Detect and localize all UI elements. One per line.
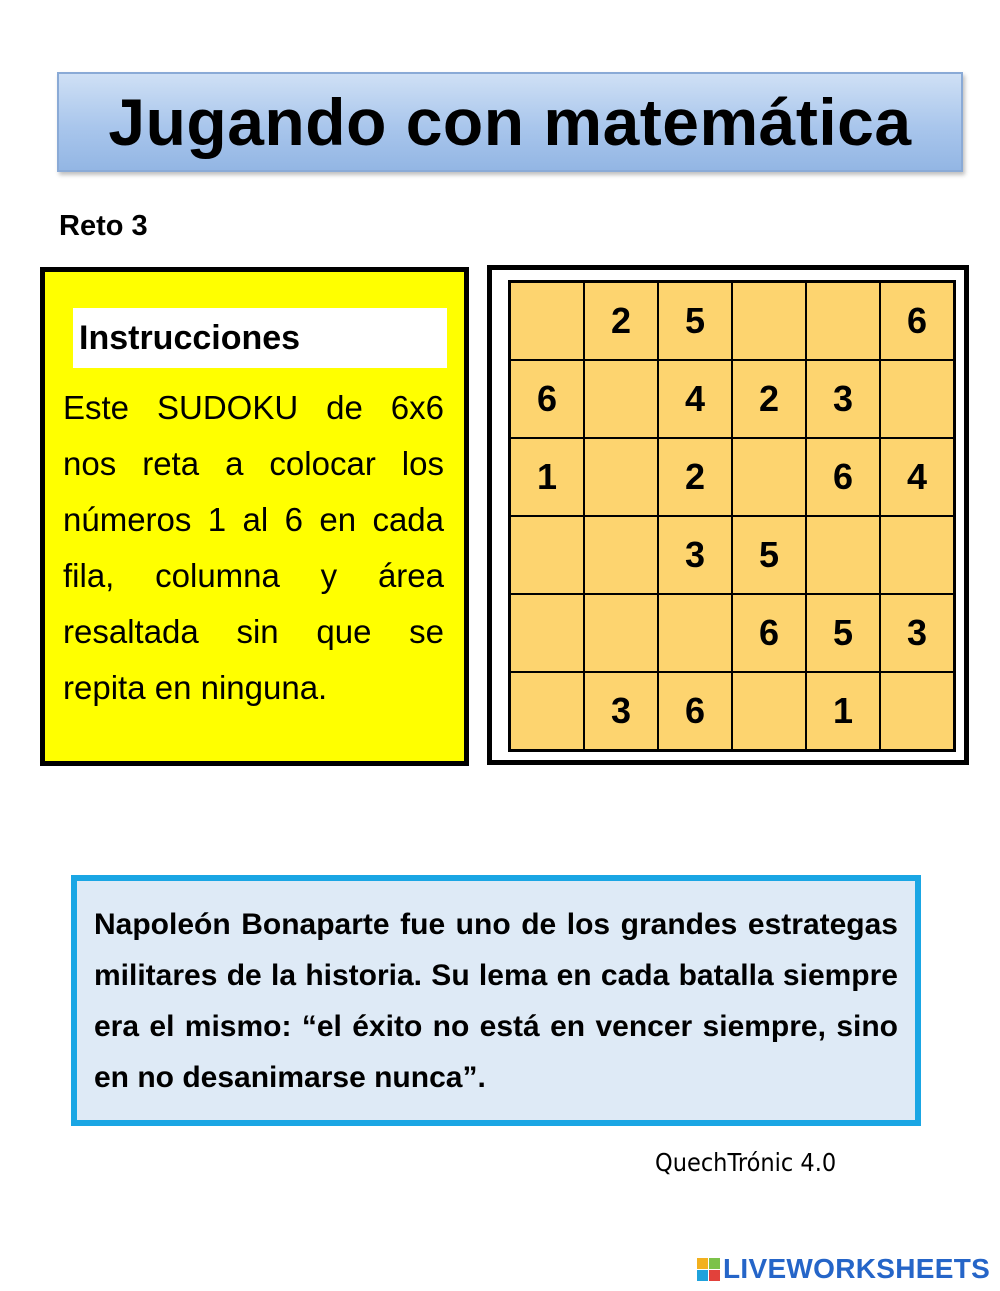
sudoku-cell[interactable] bbox=[510, 672, 584, 750]
sudoku-cell: 3 bbox=[880, 594, 954, 672]
sudoku-cell[interactable] bbox=[732, 672, 806, 750]
sudoku-cell: 6 bbox=[806, 438, 880, 516]
author-signature: QuechTrónic 4.0 bbox=[655, 1148, 837, 1177]
logo-square bbox=[697, 1270, 708, 1281]
sudoku-cell: 2 bbox=[732, 360, 806, 438]
sudoku-cell: 6 bbox=[510, 360, 584, 438]
sudoku-cell[interactable] bbox=[732, 282, 806, 360]
sudoku-cell[interactable] bbox=[510, 282, 584, 360]
logo-square bbox=[709, 1270, 720, 1281]
title-banner bbox=[57, 72, 963, 172]
sudoku-cell[interactable] bbox=[584, 360, 658, 438]
sudoku-cell[interactable] bbox=[806, 282, 880, 360]
sudoku-cell: 6 bbox=[658, 672, 732, 750]
instructions-heading: Instrucciones bbox=[73, 308, 447, 368]
sudoku-cell: 6 bbox=[880, 282, 954, 360]
sudoku-cell: 3 bbox=[806, 360, 880, 438]
sudoku-cell[interactable] bbox=[880, 672, 954, 750]
sudoku-frame bbox=[487, 265, 969, 765]
challenge-label: Reto 3 bbox=[59, 210, 148, 242]
sudoku-cell: 1 bbox=[510, 438, 584, 516]
page-title: Jugando con matemática bbox=[108, 85, 912, 159]
sudoku-cell[interactable] bbox=[880, 360, 954, 438]
sudoku-cell: 4 bbox=[880, 438, 954, 516]
instructions-text: Este SUDOKU de 6x6 nos reta a colocar los números 1 al 6 en cada fila, columna y área resaltada sin que se repita en ninguna. bbox=[63, 389, 444, 706]
sudoku-cell: 1 bbox=[806, 672, 880, 750]
sudoku-cell[interactable] bbox=[880, 516, 954, 594]
sudoku-cell: 2 bbox=[584, 282, 658, 360]
sudoku-cell: 3 bbox=[584, 672, 658, 750]
quote-box bbox=[71, 875, 921, 1126]
sudoku-cell[interactable] bbox=[658, 594, 732, 672]
sudoku-cell[interactable] bbox=[510, 594, 584, 672]
logo-text: LIVEWORKSHEETS bbox=[723, 1253, 991, 1284]
sudoku-cell: 6 bbox=[732, 594, 806, 672]
sudoku-cell[interactable] bbox=[584, 438, 658, 516]
logo-square bbox=[709, 1258, 720, 1269]
logo-square bbox=[697, 1258, 708, 1269]
sudoku-cell: 5 bbox=[732, 516, 806, 594]
sudoku-cell: 3 bbox=[658, 516, 732, 594]
sudoku-cell[interactable] bbox=[584, 516, 658, 594]
sudoku-cell[interactable] bbox=[732, 438, 806, 516]
instructions-panel bbox=[40, 267, 469, 766]
sudoku-cell: 2 bbox=[658, 438, 732, 516]
sudoku-cell[interactable] bbox=[510, 516, 584, 594]
sudoku-cell[interactable] bbox=[806, 516, 880, 594]
sudoku-cell: 5 bbox=[806, 594, 880, 672]
quote-text: Napoleón Bonaparte fue uno de los grandes estrategas militares de la historia. Su lema en cada batalla siempre era el mismo: “el éxito no está en vencer siempre, sino en no desanimarse nunca”. bbox=[94, 908, 898, 1094]
sudoku-cell[interactable] bbox=[584, 594, 658, 672]
liveworksheets-logo-icon bbox=[697, 1258, 720, 1281]
sudoku-cell: 4 bbox=[658, 360, 732, 438]
sudoku-cell: 5 bbox=[658, 282, 732, 360]
sudoku-grid bbox=[508, 280, 956, 752]
liveworksheets-logo[interactable] bbox=[697, 1253, 990, 1285]
